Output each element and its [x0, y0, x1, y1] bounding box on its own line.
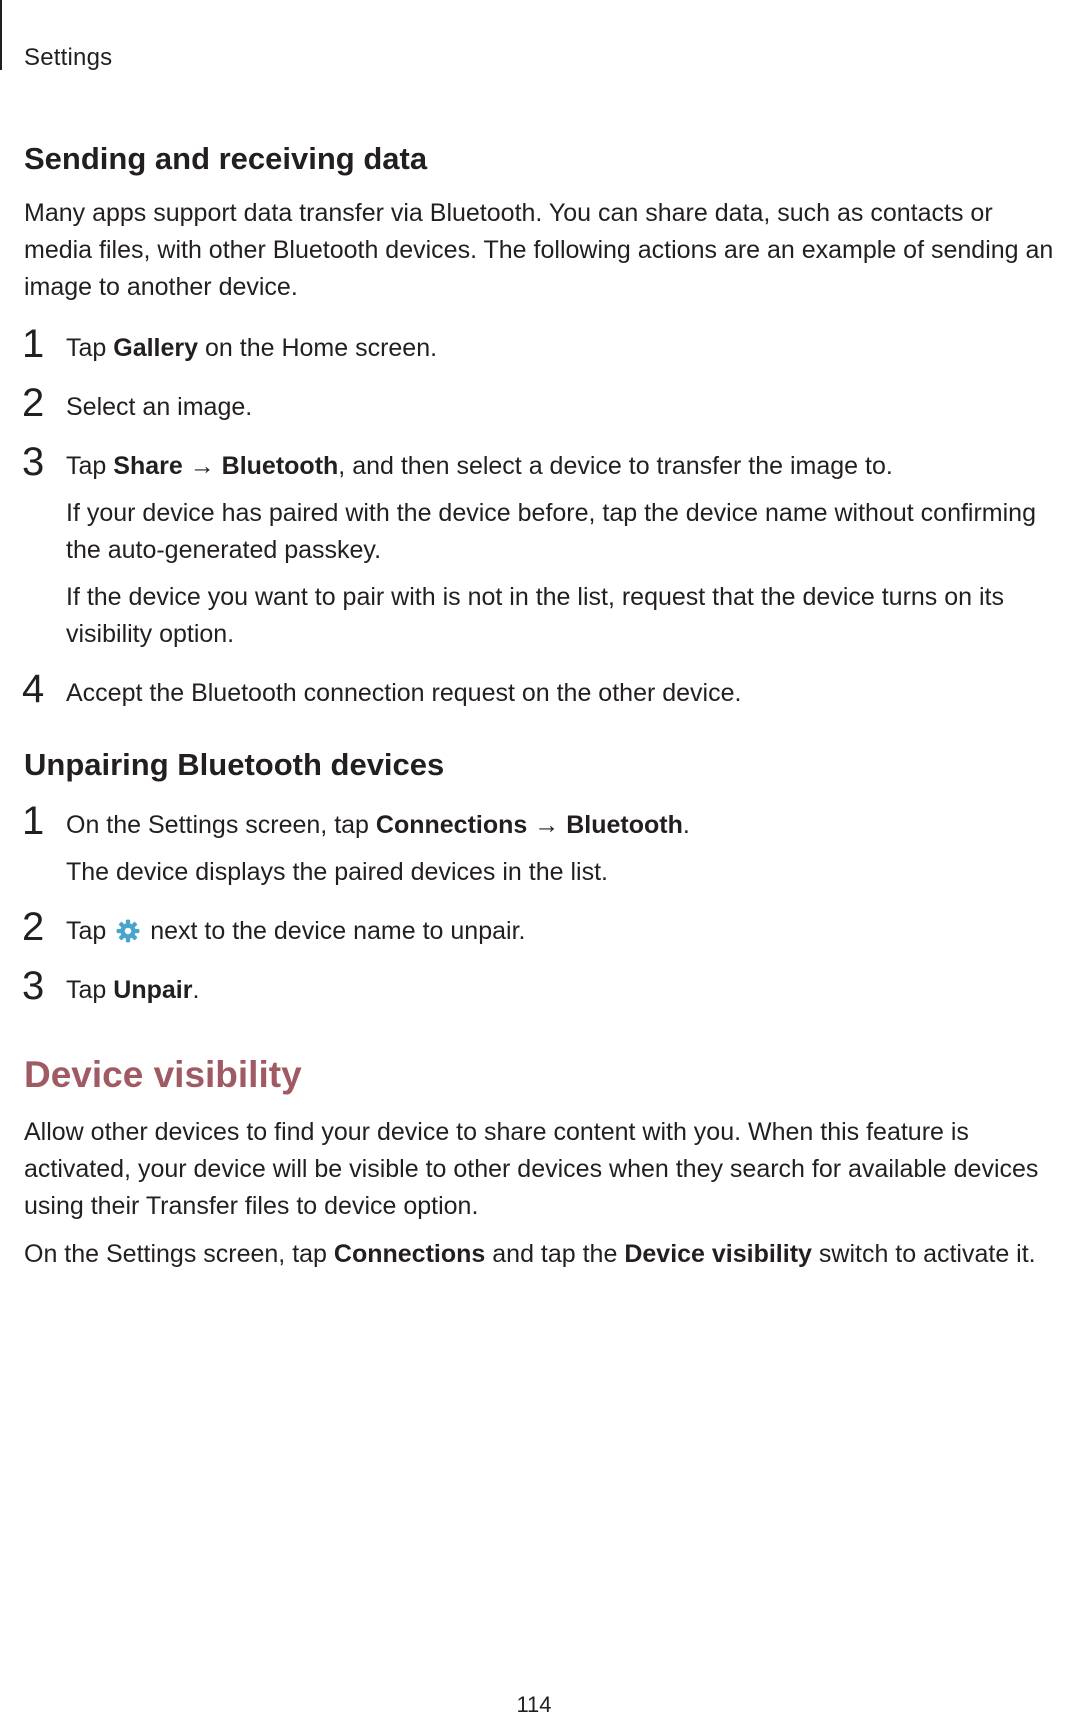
section-header: Settings — [24, 44, 113, 71]
arrow-right-icon: → — [527, 811, 567, 840]
step-note-paired: If your device has paired with the device before, tap the device name without confirming the auto-generated passkey. — [66, 499, 1036, 565]
arrow-right-icon: → — [182, 452, 222, 481]
step-text: On the Settings screen, tap Connections → Bluetooth. — [66, 811, 690, 840]
step-note-visibility: If the device you want to pair with is not in the list, request that the device turns on its visibility option. — [66, 583, 1005, 649]
step-number: 1 — [22, 322, 45, 367]
step-text: Tap Unpair. — [66, 976, 200, 1005]
page-content — [24, 140, 1064, 1273]
step-text: Tap Gallery on the Home screen. — [66, 334, 438, 363]
device-visibility-label: Device visibility — [624, 1239, 812, 1268]
unpairing-step-3 — [22, 964, 1064, 1009]
sending-step-1 — [22, 322, 1064, 367]
gear-icon — [115, 918, 141, 944]
connections-label: Connections — [375, 811, 528, 840]
step-text: Tap next to the device name to unpair. — [66, 917, 526, 946]
page-corner-rule — [0, 0, 2, 70]
sending-step-3 — [22, 440, 1064, 653]
sending-step-2 — [22, 381, 1064, 426]
unpairing-step-2 — [22, 905, 1064, 950]
heading-sending-receiving: Sending and receiving data — [24, 141, 428, 176]
step-number: 2 — [22, 381, 45, 426]
step-number: 3 — [22, 440, 45, 485]
step-text: Accept the Bluetooth connection request on the other device. — [66, 679, 742, 708]
sending-intro: Many apps support data transfer via Bluetooth. You can share data, such as contacts or media files, with other Bluetooth devices. The following actions are an example of sending an image to another device. — [24, 199, 1054, 302]
step-text: Tap Share → Bluetooth, and then select a device to transfer the image to. — [66, 452, 893, 481]
visibility-instruction: On the Settings screen, tap Connections and tap the Device visibility switch to activate it. — [24, 1239, 1036, 1268]
share-label: Share — [113, 452, 183, 481]
gallery-label: Gallery — [113, 334, 199, 363]
step-note-paired-list: The device displays the paired devices in the list. — [66, 858, 608, 887]
sending-step-4 — [22, 667, 1064, 712]
page-number: 114 — [516, 1692, 552, 1717]
unpairing-step-1 — [22, 799, 1064, 891]
bluetooth-label: Bluetooth — [221, 452, 339, 481]
step-number: 3 — [22, 964, 45, 1009]
step-number: 1 — [22, 799, 45, 844]
step-number: 2 — [22, 905, 45, 950]
bluetooth-label: Bluetooth — [566, 811, 683, 840]
heading-device-visibility: Device visibility — [24, 1054, 302, 1096]
step-text: Select an image. — [66, 393, 253, 422]
visibility-description: Allow other devices to find your device to share content with you. When this feature is activated, your device will be visible to other devices when they search for available devices using their Transfer files to device option. — [24, 1117, 1039, 1220]
heading-unpairing: Unpairing Bluetooth devices — [24, 747, 445, 783]
step-number: 4 — [22, 667, 45, 712]
connections-label: Connections — [333, 1239, 486, 1268]
unpair-label: Unpair — [113, 976, 193, 1005]
